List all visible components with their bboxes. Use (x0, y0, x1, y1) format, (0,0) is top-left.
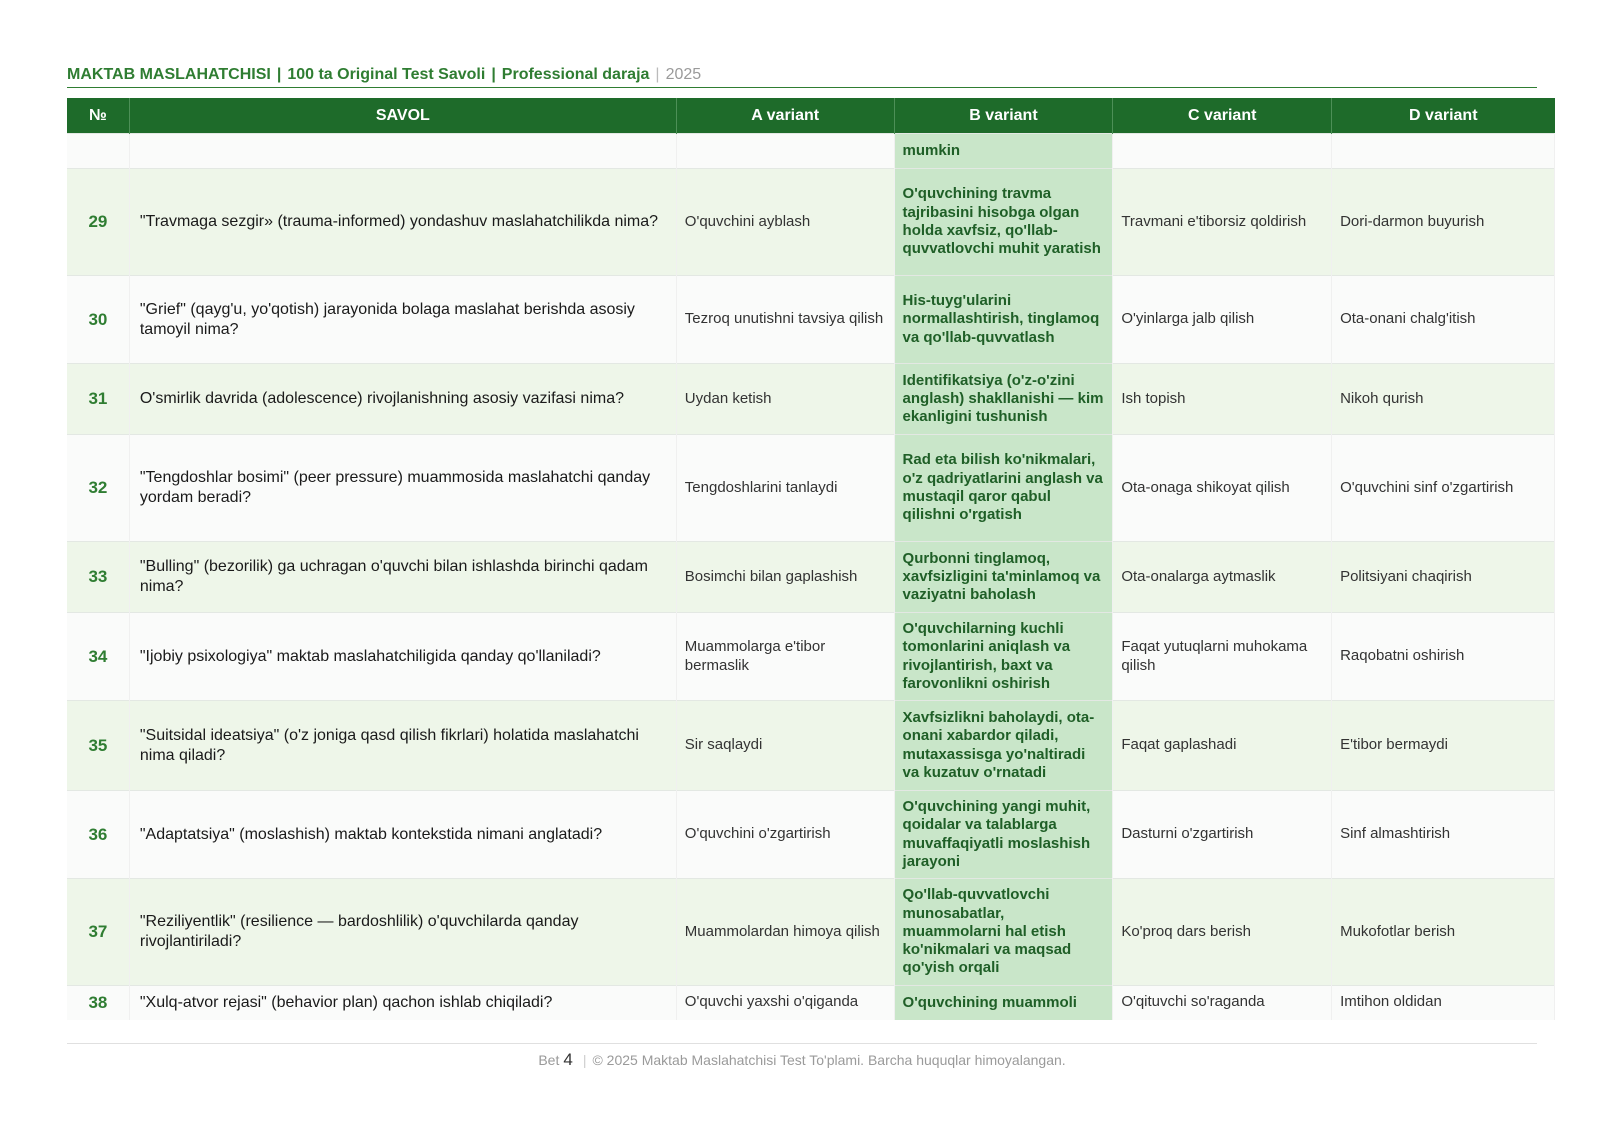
question-number: 36 (67, 791, 129, 879)
table-header-row (67, 98, 1555, 134)
answer-a: Sir saqlaydi (676, 701, 894, 791)
answer-c: Ko'proq dars berish (1113, 879, 1332, 986)
answer-a: Bosimchi bilan gaplashish (676, 542, 894, 613)
question-text: O'smirlik davrida (adolescence) rivojlanishning asosiy vazifasi nima? (129, 364, 676, 435)
answer-d: Ota-onani chalg'itish (1332, 276, 1555, 364)
answer-d: Politsiyani chaqirish (1332, 542, 1555, 613)
answer-b: O'quvchining travma tajribasini hisobga olgan holda xavfsiz, qo'llab-quvvatlovchi muhit yaratish (894, 169, 1113, 276)
answer-b: Identifikatsiya (o'z-o'zini anglash) shakllanishi — kim ekanligini tushunish (894, 364, 1113, 435)
question-text: "Bulling" (bezorilik) ga uchragan o'quvchi bilan ishlashda birinchi qadam nima? (129, 542, 676, 613)
answer-a: O'quvchi yaxshi o'qiganda (676, 986, 894, 1020)
question-number: 37 (67, 879, 129, 986)
question-number: 30 (67, 276, 129, 364)
answer-c: Travmani e'tiborsiz qoldirish (1113, 169, 1332, 276)
table-row (67, 986, 1555, 1020)
table-row (67, 364, 1555, 435)
footer-page-number: 4 (563, 1050, 573, 1069)
header-brand: MAKTAB MASLAHATCHISI (67, 66, 271, 83)
answer-c: Ota-onalarga aytmaslik (1113, 542, 1332, 613)
table-row (67, 542, 1555, 613)
answer-c: O'qituvchi so'raganda (1113, 986, 1332, 1020)
answer-b: Xavfsizlikni baholaydi, ota-onani xabardor qiladi, mutaxassisga yo'naltiradi va kuzatuv o'rnatadi (894, 701, 1113, 791)
answer-c: Ish topish (1113, 364, 1332, 435)
column-header-a: A variant (676, 98, 894, 134)
header-collection: 100 ta Original Test Savoli (287, 66, 486, 83)
table-row (67, 276, 1555, 364)
question-text: "Grief" (qayg'u, yo'qotish) jarayonida bolaga maslahat berishda asosiy tamoyil nima? (129, 276, 676, 364)
header-year: 2025 (665, 66, 702, 83)
header-level: Professional daraja (501, 66, 650, 83)
question-number: 32 (67, 435, 129, 542)
answer-b: O'quvchining muammoli (894, 986, 1113, 1020)
question-text: "Tengdoshlar bosimi" (peer pressure) muammosida maslahatchi qanday yordam beradi? (129, 435, 676, 542)
question-text: "Reziliyentlik" (resilience — bardoshlilik) o'quvchilarda qanday rivojlantiriladi? (129, 879, 676, 986)
table-row (67, 169, 1555, 276)
column-header-d: D variant (1332, 98, 1555, 134)
answer-c: Faqat yutuqlarni muhokama qilish (1113, 613, 1332, 701)
table-row (67, 613, 1555, 701)
page-footer: Bet 4 | © 2025 Maktab Maslahatchisi Test To'plami. Barcha huquqlar himoyalangan. (67, 1043, 1537, 1070)
answer-a: O'quvchini o'zgartirish (676, 791, 894, 879)
answer-d: Sinf almashtirish (1332, 791, 1555, 879)
table-row-continuation (67, 134, 1555, 169)
answer-b: mumkin (894, 134, 1113, 169)
page-header: MAKTAB MASLAHATCHISI | 100 ta Original Test Savoli | Professional daraja | 2025 (67, 66, 1537, 88)
answer-d: Nikoh qurish (1332, 364, 1555, 435)
answer-b: Rad eta bilish ko'nikmalari, o'z qadriyatlarini anglash va mustaqil qaror qabul qilishni o'rgatish (894, 435, 1113, 542)
question-text: "Suitsidal ideatsiya" (o'z joniga qasd qilish fikrlari) holatida maslahatchi nima qiladi? (129, 701, 676, 791)
column-header-c: C variant (1113, 98, 1332, 134)
answer-b: O'quvchining yangi muhit, qoidalar va talablarga muvaffaqiyatli moslashish jarayoni (894, 791, 1113, 879)
answer-b: Qurbonni tinglamoq, xavfsizligini ta'minlamoq va vaziyatni baholash (894, 542, 1113, 613)
answer-b: Qo'llab-quvvatlovchi munosabatlar, muammolarni hal etish ko'nikmalari va maqsad qo'yish orqali (894, 879, 1113, 986)
question-text: "Ijobiy psixologiya" maktab maslahatchiligida qanday qo'llaniladi? (129, 613, 676, 701)
answer-a: Muammolardan himoya qilish (676, 879, 894, 986)
table-row (67, 879, 1555, 986)
answer-c: O'yinlarga jalb qilish (1113, 276, 1332, 364)
answer-d: O'quvchini sinf o'zgartirish (1332, 435, 1555, 542)
answer-b: His-tuyg'ularini normallashtirish, tinglamoq va qo'llab-quvvatlash (894, 276, 1113, 364)
question-text: "Xulq-atvor rejasi" (behavior plan) qachon ishlab chiqiladi? (129, 986, 676, 1020)
answer-b: O'quvchilarning kuchli tomonlarini aniqlash va rivojlantirish, baxt va farovonlikni oshirish (894, 613, 1113, 701)
table-row (67, 435, 1555, 542)
answer-c: Ota-onaga shikoyat qilish (1113, 435, 1332, 542)
question-number: 33 (67, 542, 129, 613)
question-number: 38 (67, 986, 129, 1020)
footer-page-label: Bet (538, 1052, 560, 1068)
footer-copyright: © 2025 Maktab Maslahatchisi Test To'plami. Barcha huquqlar himoyalangan. (592, 1052, 1066, 1068)
answer-a: Tezroq unutishni tavsiya qilish (676, 276, 894, 364)
answer-d: E'tibor bermaydi (1332, 701, 1555, 791)
answer-d: Dori-darmon buyurish (1332, 169, 1555, 276)
question-number: 35 (67, 701, 129, 791)
question-number: 29 (67, 169, 129, 276)
question-text: "Travmaga sezgir» (trauma-informed) yondashuv maslahatchilikda nima? (129, 169, 676, 276)
answer-c: Faqat gaplashadi (1113, 701, 1332, 791)
question-text: "Adaptatsiya" (moslashish) maktab kontekstida nimani anglatadi? (129, 791, 676, 879)
answer-c: Dasturni o'zgartirish (1113, 791, 1332, 879)
answer-d: Raqobatni oshirish (1332, 613, 1555, 701)
answer-d: Imtihon oldidan (1332, 986, 1555, 1020)
questions-table (67, 98, 1555, 1020)
table-row (67, 701, 1555, 791)
answer-a: Tengdoshlarini tanlaydi (676, 435, 894, 542)
column-header-question: SAVOL (129, 98, 676, 134)
answer-a: Uydan ketish (676, 364, 894, 435)
question-number: 34 (67, 613, 129, 701)
column-header-number: № (67, 98, 129, 134)
answer-a: Muammolarga e'tibor bermaslik (676, 613, 894, 701)
column-header-b: B variant (894, 98, 1113, 134)
answer-d: Mukofotlar berish (1332, 879, 1555, 986)
question-number: 31 (67, 364, 129, 435)
table-row (67, 791, 1555, 879)
answer-a: O'quvchini ayblash (676, 169, 894, 276)
